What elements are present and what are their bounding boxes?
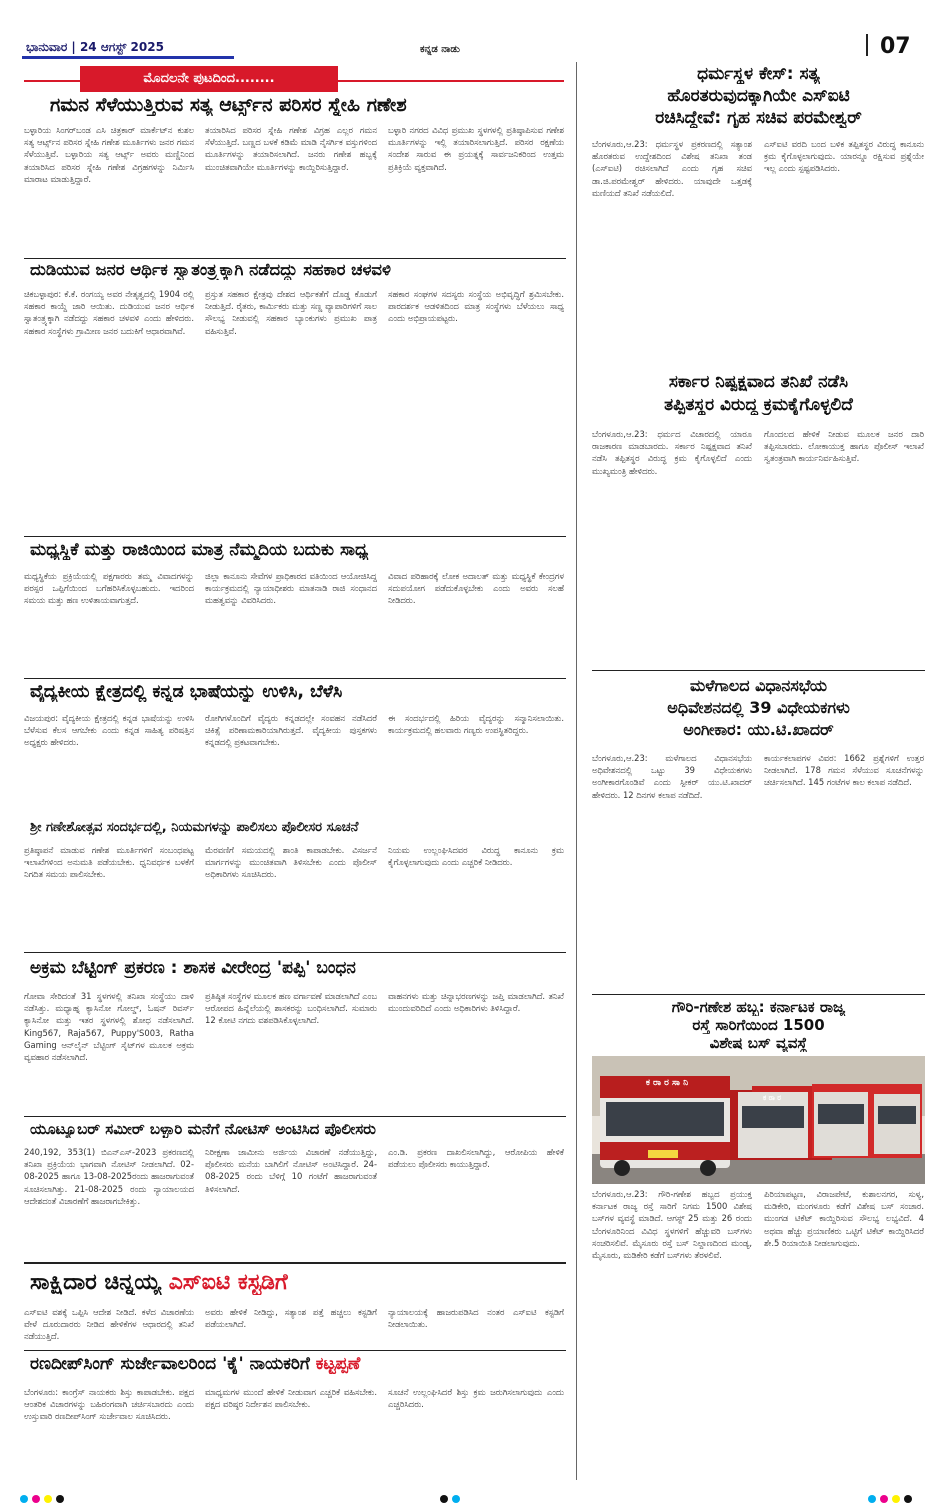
headline-a3[interactable]: ಮಧ್ಯಸ್ಥಿಕೆ ಮತ್ತು ರಾಜಿಯಿಂದ ಮಾತ್ರ ನೆಮ್ಮದಿಯ ಬದುಕು ಸಾಧ್ಯ — [30, 540, 369, 560]
a7-col3: ಎಂ.ಡಿ. ಪ್ರಕರಣ ದಾಖಲಿಸಲಾಗಿದ್ದು, ಆರೋಪಿಯ ಹೇಳಿಕೆ ಪಡೆಯಲು ಪೊಲೀಸರು ಕಾಯುತ್ತಿದ್ದಾರೆ. — [388, 1147, 564, 1170]
divider — [24, 1350, 566, 1351]
r3-col2: ಕಾರ್ಯಕಲಾಪಗಳ ವಿವರ: 1662 ಪ್ರಶ್ನೆಗಳಿಗೆ ಉತ್ತರ ನೀಡಲಾಗಿದೆ. 178 ಗಮನ ಸೆಳೆಯುವ ಸೂಚನೆಗಳನ್ನು ಚರ್ಚಿಸಲಾಗಿದೆ. 145 ಗಂಟೆಗಳ ಕಾಲ ಕಲಾಪ ನಡೆದಿದೆ. — [764, 753, 924, 788]
headline-r1-line1[interactable]: ಧರ್ಮಸ್ಥಳ ಕೇಸ್: ಸತ್ಯ — [697, 64, 820, 84]
divider — [24, 1262, 566, 1264]
a3-col2: ಜಿಲ್ಲಾ ಕಾನೂನು ಸೇವೆಗಳ ಪ್ರಾಧಿಕಾರದ ವತಿಯಿಂದ ಆಯೋಜಿಸಿದ್ದ ಕಾರ್ಯಕ್ರಮದಲ್ಲಿ ನ್ಯಾಯಾಧೀಶರು ಮಾತನಾಡಿ ರಾಜಿ ಸಂಧಾನದ ಮಹತ್ವವನ್ನು ವಿವರಿಸಿದರು. — [205, 571, 377, 606]
page-header — [0, 0, 945, 58]
a8-col3: ನ್ಯಾಯಾಲಯಕ್ಕೆ ಹಾಜರುಪಡಿಸಿದ ನಂತರ ಎಸ್‌ಐಟಿ ಕಸ್ಟಡಿಗೆ ನೀಡಲಾಯಿತು. — [388, 1307, 564, 1330]
r4-col1: ಬೆಂಗಳೂರು,ಆ.23: ಗೌರಿ-ಗಣೇಶ ಹಬ್ಬದ ಪ್ರಯುಕ್ತ ಕರ್ನಾಟಕ ರಾಜ್ಯ ರಸ್ತೆ ಸಾರಿಗೆ ನಿಗಮ 1500 ವಿಶೇಷ ಬಸ್‌ಗಳ ವ್ಯವಸ್ಥೆ ಮಾಡಿದೆ. ಆಗಸ್ಟ್ 25 ಮತ್ತು 26 ರಂದು ಬೆಂಗಳೂರಿನಿಂದ ವಿವಿಧ ಸ್ಥಳಗಳಿಗೆ ಹೆಚ್ಚುವರಿ ಬಸ್‌ಗಳು ಸಂಚರಿಸಲಿವೆ. ಮೈಸೂರು ರಸ್ತೆ ಬಸ್ ನಿಲ್ದಾಣದಿಂದ ಮಂಡ್ಯ, ಮೈಸೂರು, ಮಡಿಕೇರಿ ಕಡೆಗೆ ಬಸ್‌ಗಳು ತೆರಳಲಿವೆ. — [592, 1189, 752, 1261]
headline-a4[interactable]: ವೈದ್ಯಕೀಯ ಕ್ಷೇತ್ರದಲ್ಲಿ ಕನ್ನಡ ಭಾಷೆಯನ್ನು ಉಳಿಸಿ, ಬೆಳೆಸಿ — [30, 682, 343, 702]
divider — [592, 670, 925, 671]
headline-a9-part2: ಕಟ್ಟಪ್ಪಣೆ — [315, 1354, 361, 1374]
bus-destination-board: ಕ ರಾ ರ ಸಾ ನಿ — [645, 1078, 689, 1088]
page-number-divider — [866, 34, 868, 56]
divider — [24, 536, 566, 537]
a9-col2: ಮಾಧ್ಯಮಗಳ ಮುಂದೆ ಹೇಳಿಕೆ ನೀಡುವಾಗ ಎಚ್ಚರಿಕೆ ವಹಿಸಬೇಕು. ಪಕ್ಷದ ವರಿಷ್ಠರ ನಿರ್ದೇಶನ ಪಾಲಿಸಬೇಕು. — [205, 1387, 377, 1410]
divider — [24, 1116, 566, 1117]
a2-col1: ಚಿಕಬಳ್ಳಾಪುರ: ಕೆ.ಕೆ. ರಂಗಯ್ಯ ಅವರ ನೇತೃತ್ವದಲ್ಲಿ 1904 ರಲ್ಲಿ ಸಹಕಾರ ಕಾಯ್ದೆ ಜಾರಿ ಆಯಿತು. ದುಡಿಯುವ ಜನರ ಆರ್ಥಿಕ ಸ್ವಾತಂತ್ರ್ಯಕ್ಕಾಗಿ ನಡೆದದ್ದು ಸಹಕಾರ ಚಳವಳಿ ಎಂದು ಹೇಳಿದರು. ಸಹಕಾರ ಸಂಸ್ಥೆಗಳು ಗ್ರಾಮೀಣ ಜನರ ಬದುಕಿಗೆ ಆಧಾರವಾಗಿವೆ. — [24, 289, 194, 336]
page-number: 07 — [880, 34, 911, 59]
r3-col1: ಬೆಂಗಳೂರು,ಆ.23: ಮಳೆಗಾಲದ ವಿಧಾನಸಭೆಯ ಅಧಿವೇಶನದಲ್ಲಿ ಒಟ್ಟು 39 ವಿಧೇಯಕಗಳು ಅಂಗೀಕಾರಗೊಂಡಿವೆ ಎಂದು ಸ್ಪೀಕರ್ ಯು.ಟಿ.ಖಾದರ್ ಹೇಳಿದರು. 12 ದಿನಗಳ ಕಲಾಪ ನಡೆದಿದೆ. — [592, 753, 752, 800]
headline-a8-part1: ಸಾಕ್ಷಿದಾರ ಚಿನ್ನಯ್ಯ — [30, 1270, 169, 1295]
print-registration-marks-right — [868, 1488, 916, 1507]
headline-r1-line2[interactable]: ಹೊರತರುವುದಕ್ಕಾಗಿಯೇ ಎಸ್‌ಐಟಿ — [667, 86, 850, 106]
a4-col3: ಈ ಸಂದರ್ಭದಲ್ಲಿ ಹಿರಿಯ ವೈದ್ಯರನ್ನು ಸನ್ಮಾನಿಸಲಾಯಿತು. ಕಾರ್ಯಕ್ರಮದಲ್ಲಿ ಹಲವಾರು ಗಣ್ಯರು ಉಪಸ್ಥಿತರಿದ್ದರು. — [388, 713, 564, 736]
a5-col1: ಪ್ರತಿಷ್ಠಾಪನೆ ಮಾಡುವ ಗಣೇಶ ಮೂರ್ತಿಗಳಿಗೆ ಸಂಬಂಧಪಟ್ಟ ಇಲಾಖೆಗಳಿಂದ ಅನುಮತಿ ಪಡೆಯಬೇಕು. ಧ್ವನಿವರ್ಧಕ ಬಳಕೆಗೆ ನಿಗದಿತ ಸಮಯ ಪಾಲಿಸಬೇಕು. — [24, 845, 194, 880]
headline-r3-line3[interactable]: ಅಂಗೀಕಾರ: ಯು.ಟಿ.ಖಾದರ್ — [683, 720, 834, 739]
a2-col2: ಪ್ರಸ್ತುತ ಸಹಕಾರ ಕ್ಷೇತ್ರವು ದೇಶದ ಆರ್ಥಿಕತೆಗೆ ದೊಡ್ಡ ಕೊಡುಗೆ ನೀಡುತ್ತಿದೆ. ರೈತರು, ಕಾರ್ಮಿಕರು ಮತ್ತು ಸಣ್ಣ ವ್ಯಾಪಾರಿಗಳಿಗೆ ಸಾಲ ಸೌಲಭ್ಯ ನೀಡುವಲ್ಲಿ ಸಹಕಾರ ಬ್ಯಾಂಕುಗಳು ಪ್ರಮುಖ ಪಾತ್ರ ವಹಿಸುತ್ತಿವೆ. — [205, 289, 377, 336]
headline-a6[interactable]: ಅಕ್ರಮ ಬೆಟ್ಟಿಂಗ್ ಪ್ರಕರಣ : ಶಾಸಕ ವೀರೇಂದ್ರ 'ಪಪ್ಪಿ' ಬಂಧನ — [30, 958, 356, 978]
a9-col1: ಬೆಂಗಳೂರು: ಕಾಂಗ್ರೆಸ್ ನಾಯಕರು ಶಿಸ್ತು ಕಾಪಾಡಬೇಕು. ಪಕ್ಷದ ಆಂತರಿಕ ವಿಚಾರಗಳನ್ನು ಬಹಿರಂಗವಾಗಿ ಚರ್ಚಿಸಬಾರದು ಎಂದು ಉಸ್ತುವಾರಿ ರಣದೀಪ್‌ಸಿಂಗ್ ಸುರ್ಜೇವಾಲ ಸೂಚಿಸಿದರು. — [24, 1387, 194, 1422]
a5-col3: ನಿಯಮ ಉಲ್ಲಂಘಿಸಿದವರ ವಿರುದ್ಧ ಕಾನೂನು ಕ್ರಮ ಕೈಗೊಳ್ಳಲಾಗುವುದು ಎಂದು ಎಚ್ಚರಿಕೆ ನೀಡಿದರು. — [388, 845, 564, 868]
headline-r3-line2[interactable]: ಅಧಿವೇಶನದಲ್ಲಿ 39 ವಿಧೇಯಕಗಳು — [667, 698, 850, 717]
a9-col3: ಸೂಚನೆ ಉಲ್ಲಂಘಿಸಿದರೆ ಶಿಸ್ತು ಕ್ರಮ ಜರುಗಿಸಲಾಗುವುದು ಎಂದು ಎಚ್ಚರಿಸಿದರು. — [388, 1387, 564, 1410]
a4-col1: ವಿಜಯಪುರ: ವೈದ್ಯಕೀಯ ಕ್ಷೇತ್ರದಲ್ಲಿ ಕನ್ನಡ ಭಾಷೆಯನ್ನು ಉಳಿಸಿ ಬೆಳೆಸುವ ಕೆಲಸ ಆಗಬೇಕು ಎಂದು ಕನ್ನಡ ಸಾಹಿತ್ಯ ಪರಿಷತ್ತಿನ ಅಧ್ಯಕ್ಷರು ಹೇಳಿದರು. — [24, 713, 194, 748]
divider — [24, 952, 566, 953]
column-separator — [576, 62, 577, 1480]
print-registration-marks-center — [440, 1488, 464, 1507]
header-date: ಭಾನುವಾರ | 24 ಆಗಸ್ಟ್ 2025 — [26, 40, 164, 54]
a8-col1: ಎಸ್‌ಐಟಿ ವಶಕ್ಕೆ ಒಪ್ಪಿಸಿ ಆದೇಶ ನೀಡಿದೆ. ಕಳೆದ ವಿಚಾರಣೆಯ ವೇಳೆ ದೂರುದಾರರು ನೀಡಿದ ಹೇಳಿಕೆಗಳ ಆಧಾರದಲ್ಲಿ ತನಿಖೆ ನಡೆಯುತ್ತಿದೆ. — [24, 1307, 194, 1342]
divider — [24, 678, 566, 679]
divider — [24, 258, 566, 259]
a1-col1: ಬಳ್ಳಾರಿಯ ಸಿಂಗರ್‌ಬಂಡ ಎಸಿ ಚಿತ್ರಕಾರ್ ಮಾರ್ಕೆಟ್‌ನ ಕುಶಲ ಸತ್ಯ ಆರ್ಟ್ಸ್‌ನ ಪರಿಸರ ಸ್ನೇಹಿ ಗಣೇಶ ಮೂರ್ತಿಗಳು ಜನರ ಗಮನ ಸೆಳೆಯುತ್ತಿವೆ. ಬಳ್ಳಾರಿಯ ಸತ್ಯ ಆರ್ಟ್ಸ್ ಅವರು ಮಣ್ಣಿನಿಂದ ತಯಾರಿಸಿದ ಪರಿಸರ ಸ್ನೇಹಿ ಗಣೇಶ ವಿಗ್ರಹಗಳನ್ನು ನಿರ್ಮಿಸಿ ಮಾರಾಟ ಮಾಡುತ್ತಿದ್ದಾರೆ. — [24, 125, 194, 184]
a4-col2: ರೋಗಿಗಳೊಂದಿಗೆ ವೈದ್ಯರು ಕನ್ನಡದಲ್ಲೇ ಸಂವಹನ ನಡೆಸಿದರೆ ಚಿಕಿತ್ಸೆ ಪರಿಣಾಮಕಾರಿಯಾಗಿರುತ್ತದೆ. ವೈದ್ಯಕೀಯ ಪುಸ್ತಕಗಳು ಕನ್ನಡದಲ್ಲಿ ಪ್ರಕಟವಾಗಬೇಕು. — [205, 713, 377, 748]
masthead-logo: ಕನ್ನಡ ನಾಡು — [420, 44, 460, 55]
a7-col1: 240,192, 353(1) ಬಿಎನ್‌ಎಸ್-2023 ಪ್ರಕರಣದಲ್ಲಿ ತನಿಖಾ ಪ್ರಕ್ರಿಯೆಯ ಭಾಗವಾಗಿ ನೋಟಿಸ್ ನೀಡಲಾಗಿದೆ. 02-08-2025 ಹಾಗೂ 13-08-2025ರಂದು ಹಾಜರಾಗುವಂತೆ ಸೂಚಿಸಲಾಗಿತ್ತು. 21-08-2025 ರಂದು ನ್ಯಾಯಾಲಯದ ಆದೇಶದಂತೆ ವಿಚಾರಣೆಗೆ ಹಾಜರಾಗಬೇಕಿತ್ತು. — [24, 1147, 194, 1206]
headline-r4-line3[interactable]: ವಿಶೇಷ ಬಸ್ ವ್ಯವಸ್ಥೆ — [709, 1034, 808, 1052]
headline-a5[interactable]: ಶ್ರೀ ಗಣೇಶೋತ್ಸವ ಸಂದರ್ಭದಲ್ಲಿ, ನಿಯಮಗಳನ್ನು ಪಾಲಿಸಲು ಪೊಲೀಸರ ಸೂಚನೆ — [30, 820, 359, 835]
print-registration-marks — [20, 1488, 925, 1502]
bus-destination-board-2: ಕ ರಾ ರ — [763, 1094, 781, 1102]
a8-col2: ಅವರು ಹೇಳಿಕೆ ನೀಡಿದ್ದು, ಸತ್ಯಾಂಶ ಪತ್ತೆ ಹಚ್ಚಲು ಕಸ್ಟಡಿಗೆ ಪಡೆಯಲಾಗಿದೆ. — [205, 1307, 377, 1330]
a6-col2: ಪ್ರತಿಷ್ಠಿತ ಸಂಸ್ಥೆಗಳ ಮೂಲಕ ಹಣ ವರ್ಗಾವಣೆ ಮಾಡಲಾಗಿದೆ ಎಂಬ ಆರೋಪದ ಹಿನ್ನೆಲೆಯಲ್ಲಿ ಶಾಸಕರನ್ನು ಬಂಧಿಸಲಾಗಿದೆ. ಸುಮಾರು 12 ಕೋಟಿ ನಗದು ವಶಪಡಿಸಿಕೊಳ್ಳಲಾಗಿದೆ. — [205, 991, 377, 1026]
a1-col2: ತಯಾರಿಸಿದ ಪರಿಸರ ಸ್ನೇಹಿ ಗಣೇಶ ವಿಗ್ರಹ ಎಲ್ಲರ ಗಮನ ಸೆಳೆಯುತ್ತಿದೆ. ಬಣ್ಣದ ಬಳಕೆ ಕಡಿಮೆ ಮಾಡಿ ನೈಸರ್ಗಿಕ ವಸ್ತುಗಳಿಂದ ಮೂರ್ತಿಗಳನ್ನು ತಯಾರಿಸಲಾಗಿದೆ. ಜನರು ಗಣೇಶ ಹಬ್ಬಕ್ಕೆ ಮುಂಚಿತವಾಗಿಯೇ ಮೂರ್ತಿಗಳನ್ನು ಕಾಯ್ದಿರಿಸುತ್ತಿದ್ದಾರೆ. — [205, 125, 377, 172]
headline-a2[interactable]: ದುಡಿಯುವ ಜನರ ಆರ್ಥಿಕ ಸ್ವಾತಂತ್ರ್ಯಕ್ಕಾಗಿ ನಡೆದದ್ದು ಸಹಕಾರ ಚಳವಳಿ — [30, 260, 391, 279]
headline-a8-part2: ಎಸ್‌ಐಟಿ ಕಸ್ಟಡಿಗೆ — [168, 1270, 288, 1295]
r1-col1: ಬೆಂಗಳೂರು,ಆ.23: ಧರ್ಮಸ್ಥಳ ಪ್ರಕರಣದಲ್ಲಿ ಸತ್ಯಾಂಶ ಹೊರತರುವ ಉದ್ದೇಶದಿಂದ ವಿಶೇಷ ತನಿಖಾ ತಂಡ (ಎಸ್‌ಐಟಿ) ರಚಿಸಲಾಗಿದೆ ಎಂದು ಗೃಹ ಸಚಿವ ಡಾ.ಜಿ.ಪರಮೇಶ್ವರ್ ಹೇಳಿದರು. ಯಾವುದೇ ಒತ್ತಡಕ್ಕೆ ಮಣಿಯದೆ ತನಿಖೆ ನಡೆಯಲಿದೆ. — [592, 139, 752, 198]
a6-col1: ಗೋವಾ ಸೇರಿದಂತೆ 31 ಸ್ಥಳಗಳಲ್ಲಿ ತನಿಖಾ ಸಂಸ್ಥೆಯು ದಾಳಿ ನಡೆಸಿತ್ತು. ಮಧ್ಯಾಹ್ನ ಕ್ಯಾಸಿನೋ ಗೋಲ್ಡ್, ಓಷನ್ ರಿವರ್ಸ್ ಕ್ಯಾಸಿನೋ ಮತ್ತು ಇತರ ಸ್ಥಳಗಳಲ್ಲಿ ಶೋಧ ನಡೆಸಲಾಗಿದೆ. King567, Raja567, Puppy'S003, Ratha Gaming ಆನ್‌ಲೈನ್ ಬೆಟ್ಟಿಂಗ್ ಸೈಟ್‌ಗಳ ಮೂಲಕ ಅಕ್ರಮ ವ್ಯವಹಾರ ನಡೆಸಲಾಗಿದೆ. — [24, 991, 194, 1063]
section-kicker: ಮೊದಲನೇ ಪುಟದಿಂದ........ — [80, 66, 338, 92]
headline-r1-line3[interactable]: ರಚಿಸಿದ್ದೇವೆ: ಗೃಹ ಸಚಿವ ಪರಮೇಶ್ವರ್ — [655, 108, 862, 128]
r4-col2: ಪಿರಿಯಾಪಟ್ಟಣ, ವಿರಾಜಪೇಟೆ, ಕುಶಾಲನಗರ, ಸುಳ್ಯ, ಮಡಿಕೇರಿ, ಮಂಗಳೂರು ಕಡೆಗೆ ವಿಶೇಷ ಬಸ್ ಸಂಚಾರ. ಮುಂಗಡ ಟಿಕೆಟ್ ಕಾಯ್ದಿರಿಸುವ ಸೌಲಭ್ಯ ಲಭ್ಯವಿದೆ. 4 ಅಥವಾ ಹೆಚ್ಚು ಪ್ರಯಾಣಿಕರು ಒಟ್ಟಿಗೆ ಟಿಕೆಟ್ ಕಾಯ್ದಿರಿಸಿದರೆ ಶೇ.5 ರಿಯಾಯಿತಿ ನೀಡಲಾಗುವುದು. — [764, 1189, 924, 1248]
headline-a8[interactable] — [30, 1270, 565, 1295]
a5-col2: ಮೆರವಣಿಗೆ ಸಮಯದಲ್ಲಿ ಶಾಂತಿ ಕಾಪಾಡಬೇಕು. ವಿಸರ್ಜನೆ ಮಾರ್ಗಗಳನ್ನು ಮುಂಚಿತವಾಗಿ ತಿಳಿಸಬೇಕು ಎಂದು ಪೊಲೀಸ್ ಅಧಿಕಾರಿಗಳು ಸೂಚಿಸಿದರು. — [205, 845, 377, 880]
headline-r4-line1[interactable]: ಗೌರಿ-ಗಣೇಶ ಹಬ್ಬ: ಕರ್ನಾಟಕ ರಾಜ್ಯ — [671, 998, 846, 1016]
a3-col1: ಮಧ್ಯಸ್ಥಿಕೆಯ ಪ್ರಕ್ರಿಯೆಯಲ್ಲಿ ಪಕ್ಷಗಾರರು ತಮ್ಮ ವಿವಾದಗಳನ್ನು ಪರಸ್ಪರ ಒಪ್ಪಿಗೆಯಿಂದ ಬಗೆಹರಿಸಿಕೊಳ್ಳಬಹುದು. ಇದರಿಂದ ಸಮಯ ಮತ್ತು ಹಣ ಉಳಿತಾಯವಾಗುತ್ತದೆ. — [24, 571, 194, 606]
r2-col1: ಬೆಂಗಳೂರು,ಆ.23: ಧರ್ಮದ ವಿಚಾರದಲ್ಲಿ ಯಾರೂ ರಾಜಕಾರಣ ಮಾಡಬಾರದು. ಸರ್ಕಾರ ನಿಷ್ಪಕ್ಷವಾದ ತನಿಖೆ ನಡೆಸಿ ತಪ್ಪಿತಸ್ಥರ ವಿರುದ್ಧ ಕ್ರಮ ಕೈಗೊಳ್ಳಲಿದೆ ಎಂದು ಮುಖ್ಯಮಂತ್ರಿ ಹೇಳಿದರು. — [592, 429, 752, 476]
a3-col3: ವಿವಾದ ಪರಿಹಾರಕ್ಕೆ ಲೋಕ ಅದಾಲತ್ ಮತ್ತು ಮಧ್ಯಸ್ಥಿಕೆ ಕೇಂದ್ರಗಳ ಸದುಪಯೋಗ ಪಡೆದುಕೊಳ್ಳಬೇಕು ಎಂದು ಅವರು ಸಲಹೆ ನೀಡಿದರು. — [388, 571, 564, 606]
a7-col2: ನಿರೀಕ್ಷಣಾ ಜಾಮೀನು ಅರ್ಜಿಯ ವಿಚಾರಣೆ ನಡೆಯುತ್ತಿದ್ದು, ಪೊಲೀಸರು ಮನೆಯ ಬಾಗಿಲಿಗೆ ನೋಟಿಸ್ ಅಂಟಿಸಿದ್ದಾರೆ. 24-08-2025 ರಂದು ಬೆಳಿಗ್ಗೆ 10 ಗಂಟೆಗೆ ಹಾಜರಾಗುವಂತೆ ತಿಳಿಸಲಾಗಿದೆ. — [205, 1147, 377, 1194]
a6-col3: ವಾಹನಗಳು ಮತ್ತು ಚಿನ್ನಾಭರಣಗಳನ್ನು ಜಪ್ತಿ ಮಾಡಲಾಗಿದೆ. ತನಿಖೆ ಮುಂದುವರಿದಿದೆ ಎಂದು ಅಧಿಕಾರಿಗಳು ತಿಳಿಸಿದ್ದಾರೆ. — [388, 991, 564, 1014]
headline-a9[interactable] — [30, 1354, 565, 1374]
a1-col3: ಬಳ್ಳಾರಿ ನಗರದ ವಿವಿಧ ಪ್ರಮುಖ ಸ್ಥಳಗಳಲ್ಲಿ ಪ್ರತಿಷ್ಠಾಪಿಸುವ ಗಣೇಶ ಮೂರ್ತಿಗಳನ್ನು ಇಲ್ಲಿ ತಯಾರಿಸಲಾಗುತ್ತಿದೆ. ಪರಿಸರ ರಕ್ಷಣೆಯ ಸಂದೇಶ ಸಾರುವ ಈ ಪ್ರಯತ್ನಕ್ಕೆ ಸಾರ್ವಜನಿಕರಿಂದ ಉತ್ತಮ ಪ್ರತಿಕ್ರಿಯೆ ವ್ಯಕ್ತವಾಗಿದೆ. — [388, 125, 564, 172]
headline-a9-part1: ರಣದೀಪ್‌ಸಿಂಗ್ ಸುರ್ಜೇವಾಲರಿಂದ 'ಕೈ' ನಾಯಕರಿಗೆ — [30, 1354, 316, 1374]
headline-a1[interactable]: ಗಮನ ಸೆಳೆಯುತ್ತಿರುವ ಸತ್ಯ ಆರ್ಟ್ಸ್‌ನ ಪರಿಸರ ಸ್ನೇಹಿ ಗಣೇಶ — [50, 94, 407, 116]
headline-r2-line2[interactable]: ತಪ್ಪಿತಸ್ಥರ ವಿರುದ್ಧ ಕ್ರಮಕೈಗೊಳ್ಳಲಿದೆ — [664, 395, 853, 415]
headline-r3-line1[interactable]: ಮಳೆಗಾಲದ ವಿಧಾನಸಭೆಯ — [689, 676, 827, 695]
headline-r2-line1[interactable]: ಸರ್ಕಾರ ನಿಷ್ಪಕ್ಷವಾದ ತನಿಖೆ ನಡೆಸಿ — [668, 372, 849, 392]
bus-photo — [592, 1056, 925, 1184]
r2-col2: ಗೊಂದಲದ ಹೇಳಿಕೆ ನೀಡುವ ಮೂಲಕ ಜನರ ದಾರಿ ತಪ್ಪಿಸಬಾರದು. ಲೋಕಾಯುಕ್ತ ಹಾಗೂ ಪೊಲೀಸ್ ಇಲಾಖೆ ಸ್ವತಂತ್ರವಾಗಿ ಕಾರ್ಯನಿರ್ವಹಿಸುತ್ತಿವೆ. — [764, 429, 924, 464]
bus-photo-illustration — [592, 1056, 925, 1184]
header-rule — [22, 56, 234, 59]
r1-col2: ಎಸ್‌ಐಟಿ ವರದಿ ಬಂದ ಬಳಿಕ ತಪ್ಪಿತಸ್ಥರ ವಿರುದ್ಧ ಕಾನೂನು ಕ್ರಮ ಕೈಗೊಳ್ಳಲಾಗುವುದು. ಯಾರನ್ನೂ ರಕ್ಷಿಸುವ ಪ್ರಶ್ನೆಯೇ ಇಲ್ಲ ಎಂದು ಸ್ಪಷ್ಟಪಡಿಸಿದರು. — [764, 139, 924, 174]
divider — [592, 994, 925, 995]
headline-a7[interactable]: ಯೂಟ್ಯೂಬರ್ ಸಮೀರ್ ಬಳ್ಳಾರಿ ಮನೆಗೆ ನೋಟಿಸ್ ಅಂಟಿಸಿದ ಪೊಲೀಸರು — [30, 1120, 376, 1138]
headline-r4-line2[interactable]: ರಸ್ತೆ ಸಾರಿಗೆಯಿಂದ 1500 — [692, 1016, 825, 1034]
a2-col3: ಸಹಕಾರ ಸಂಘಗಳ ಸದಸ್ಯರು ಸಂಸ್ಥೆಯ ಅಭಿವೃದ್ಧಿಗೆ ಶ್ರಮಿಸಬೇಕು. ಪಾರದರ್ಶಕ ಆಡಳಿತದಿಂದ ಮಾತ್ರ ಸಂಸ್ಥೆಗಳು ಬೆಳೆಯಲು ಸಾಧ್ಯ ಎಂದು ಅಭಿಪ್ರಾಯಪಟ್ಟರು. — [388, 289, 564, 324]
